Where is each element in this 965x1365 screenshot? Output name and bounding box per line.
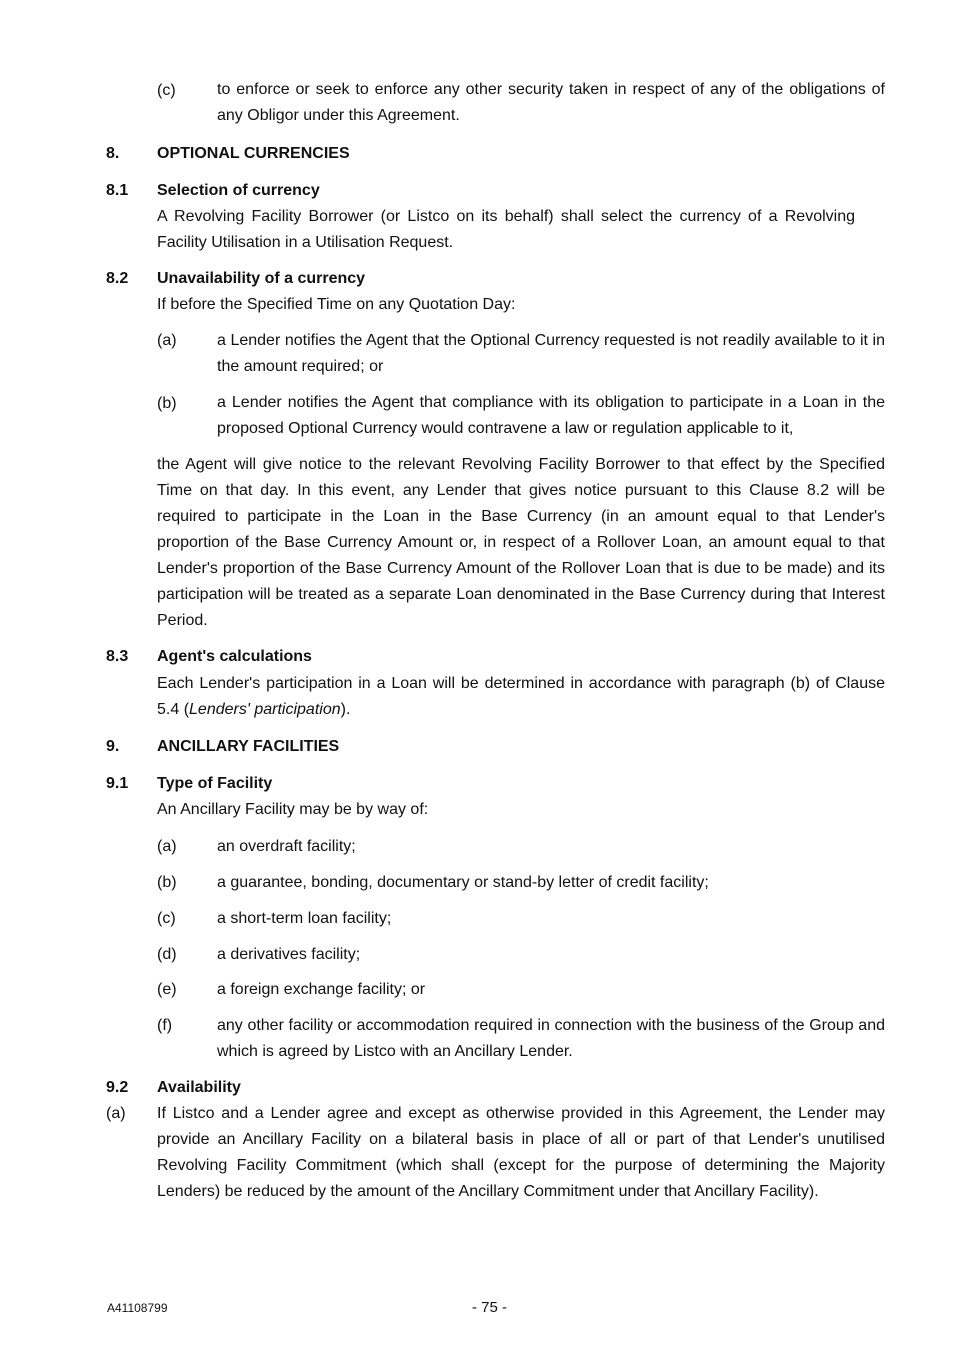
clause-8-2-lead: If before the Specified Time on any Quotation Day: <box>157 296 516 313</box>
clause-8-2-b-text: a Lender notifies the Agent that compliance with its obligation to participate in a Loan in the proposed Optional Currency would contravene a law or regulation applicable to it, <box>217 394 885 437</box>
clause-8-2-b-label: (b) <box>157 395 177 412</box>
list-item: a foreign exchange facility; or <box>217 981 426 998</box>
section-9-title: ANCILLARY FACILITIES <box>157 738 340 755</box>
list-item-label: (d) <box>157 946 177 963</box>
list-item-label: (f) <box>157 1017 173 1034</box>
clause-8-1-number: 8.1 <box>106 182 129 199</box>
clause-8-3-title: Agent's calculations <box>157 648 312 665</box>
clause-9-2-a-label: (a) <box>106 1105 126 1122</box>
clause-8-2-a-text: a Lender notifies the Agent that the Optional Currency requested is not readily available to it in the amount required; or <box>217 332 885 375</box>
list-item-label: (b) <box>157 874 177 891</box>
clause-9-1-lead: An Ancillary Facility may be by way of: <box>157 801 429 818</box>
clause-8-3-text <box>157 671 885 723</box>
list-item: a derivatives facility; <box>217 946 361 963</box>
clause-9-1-title: Type of Facility <box>157 775 273 792</box>
clause-8-3-number: 8.3 <box>106 648 129 665</box>
list-item-label: (c) <box>157 910 176 927</box>
list-item-label: (a) <box>157 838 177 855</box>
list-item-label: (e) <box>157 981 177 998</box>
clause-8-1-title: Selection of currency <box>157 182 320 199</box>
section-8-title: OPTIONAL CURRENCIES <box>157 145 350 162</box>
list-item: a short-term loan facility; <box>217 910 392 927</box>
clause-9-1-number: 9.1 <box>106 775 129 792</box>
list-item: an overdraft facility; <box>217 838 356 855</box>
clause-8-2-title: Unavailability of a currency <box>157 270 366 287</box>
clause-8-1-text: A Revolving Facility Borrower (or Listco on its behalf) shall select the currency of a Revolving Facility Utilisation in a Utilisation Request. <box>157 208 855 251</box>
list-item: a guarantee, bonding, documentary or stand-by letter of credit facility; <box>217 874 709 891</box>
intro-c-text: to enforce or seek to enforce any other security taken in respect of any of the obligations of any Obligor under this Agreement. <box>217 81 885 124</box>
list-item: any other facility or accommodation required in connection with the business of the Group and which is agreed by Listco with an Ancillary Lender. <box>217 1017 885 1060</box>
clause-8-3-text-before: Each Lender's participation in a Loan will be determined in accordance with paragraph (b) of Clause 5.4 ( <box>157 675 885 718</box>
clause-8-3-text-italic: Lenders' participation <box>189 701 341 718</box>
clause-9-2-number: 9.2 <box>106 1079 129 1096</box>
intro-c-label: (c) <box>157 82 176 99</box>
section-8-number: 8. <box>106 145 120 162</box>
clause-9-2-a-text: If Listco and a Lender agree and except as otherwise provided in this Agreement, the Lender may provide an Ancillary Facility on a bilateral basis in place of all or part of that Lender's unutilised Revolving Facility Commitment (which shall (except for the purpose of determining the Majority Lenders) be reduced by the amount of the Ancillary Commitment under that Ancillary Facility). <box>157 1105 885 1200</box>
document-reference: A41108799 <box>107 1301 168 1315</box>
page-number: - 75 - <box>472 1299 508 1316</box>
clause-9-2-title: Availability <box>157 1079 241 1096</box>
clause-8-3-text-after: ). <box>340 701 351 718</box>
section-9-number: 9. <box>106 738 120 755</box>
clause-8-2-tail: the Agent will give notice to the relevant Revolving Facility Borrower to that effect by the Specified Time on that day. In this event, any Lender that gives notice pursuant to this Clause 8.2 will be required to participate in the Loan in the Base Currency (in an amount equal to that Lender's proportion of the Base Currency Amount or, in respect of a Rollover Loan, an amount equal to that Lender's proportion of the Base Currency Amount of the Rollover Loan that is due to be made) and its participation will be treated as a separate Loan denominated in the Base Currency during that Interest Period. <box>157 456 885 629</box>
clause-8-2-number: 8.2 <box>106 270 129 287</box>
clause-8-2-a-label: (a) <box>157 332 177 349</box>
